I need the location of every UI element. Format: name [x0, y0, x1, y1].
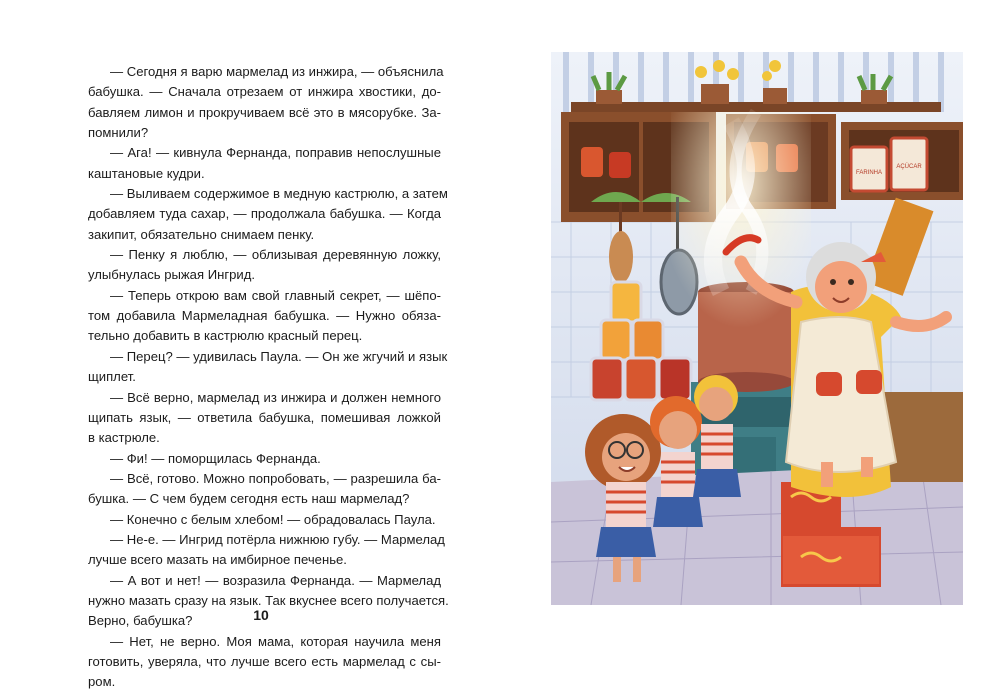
canister-acucar	[891, 138, 927, 190]
text-line: — Не-е. — Ингрид потёрла нижнюю губу. — Мармелад	[110, 531, 445, 547]
kitchen-illustration	[551, 52, 963, 605]
text-line: — Теперь открою вам свой главный секрет, — шёпо-	[110, 287, 441, 303]
illustration-canvas	[551, 52, 963, 605]
text-line: Верно, бабушка?	[88, 613, 193, 629]
text-line: бавляем лимон и прокручиваем всё это в мясорубке. За-	[88, 104, 441, 120]
text-line: закипит, обязательно снимаем пенку.	[88, 226, 315, 242]
text-line: бабушка. — Сначала отрезаем от инжира хвостики, до-	[88, 84, 441, 100]
text-line: — Конечно с белым хлебом! — обрадовалась Паула.	[110, 511, 436, 527]
side-counter	[881, 392, 963, 482]
text-line: ром.	[88, 674, 116, 690]
text-line: — А вот и нет! — возразила Фернанда. — Мармелад	[110, 572, 441, 588]
text-line: тельно добавить в кастрюлю красный перец.	[88, 328, 363, 344]
text-line: лучше всего мазать на имбирное печенье.	[88, 552, 347, 568]
text-line: каштановые кудри.	[88, 165, 205, 181]
text-line: помнили?	[88, 125, 149, 141]
text-line: — Пенку я люблю, — облизывая деревянную ложку,	[110, 247, 441, 263]
text-line: щиплет.	[88, 369, 136, 385]
text-line: — Сегодня я варю мармелад из инжира, — объяснила	[110, 64, 444, 79]
text-line: нужно мазать сразу на язык. Так вкуснее всего получается.	[88, 592, 449, 608]
text-line: готовить, уверяла, что лучше всего есть мармелад с сы-	[88, 653, 441, 669]
text-line: — Нет, не верно. Моя мама, которая научила меня	[110, 633, 441, 649]
text-line: добавляем туда сахар, — продолжала бабушка. — Когда	[88, 206, 441, 222]
text-block	[88, 62, 449, 693]
canister-label-farinha: FARINHA	[855, 170, 883, 176]
canister-farinha	[851, 147, 887, 191]
text-line: улыбнулась рыжая Ингрид.	[88, 267, 255, 283]
text-line: бушка. — С чем будем сегодня есть наш мармелад?	[88, 491, 410, 507]
page-number: 10	[253, 607, 269, 623]
text-line: щипать язык, — ответила бабушка, помешивая ложкой	[88, 409, 441, 425]
text-line: — Всё, готово. Можно попробовать, — разрешила ба-	[110, 470, 441, 486]
text-line: — Перец? — удивилась Паула. — Он же жгучий и язык	[110, 348, 448, 364]
canister-label-acucar: AÇÚCAR	[896, 164, 922, 170]
text-line: — Всё верно, мармелад из инжира и должен немного	[110, 389, 441, 405]
text-line: — Ага! — кивнула Фернанда, поправив непослушные	[110, 145, 441, 161]
left-page-text	[88, 62, 449, 693]
text-line: том добавила Мармеладная бабушка. — Нужно обяза-	[88, 308, 441, 324]
text-line: — Фи! — поморщилась Фернанда.	[110, 450, 321, 466]
text-line: в кастрюле.	[88, 430, 160, 446]
text-line: — Выливаем содержимое в медную кастрюлю, а затем	[110, 186, 448, 202]
